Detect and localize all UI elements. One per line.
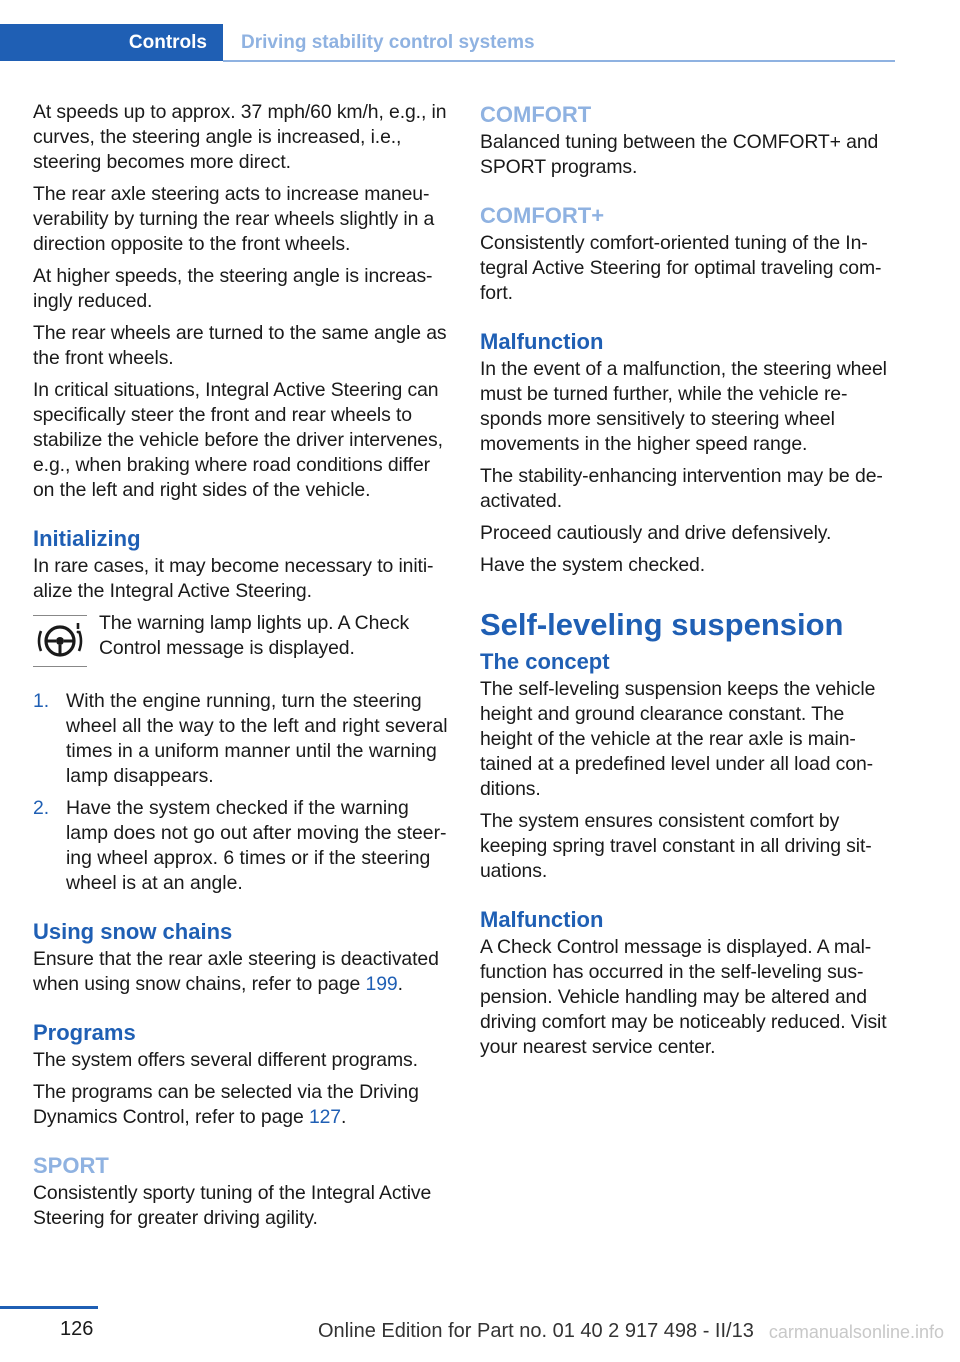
section-title: Driving stability control systems	[241, 32, 535, 53]
step-text: With the engine running, turn the steering wheel all the way to the left and right several times in a uniform manner until the warning lamp disappears.	[66, 690, 448, 787]
warning-lamp-note	[33, 611, 453, 675]
footer-divider	[0, 1306, 98, 1309]
paragraph: Consistently comfort-oriented tuning of the In‐tegral Active Steering for optimal traveling com‐fort.	[480, 232, 882, 304]
left-column	[33, 100, 453, 1238]
paragraph: Balanced tuning between the COMFORT+ and SPORT programs.	[480, 131, 879, 178]
paragraph: In rare cases, it may become necessary to initi‐alize the Integral Active Steering.	[33, 555, 434, 602]
paragraph: Proceed cautiously and drive defensively.	[480, 522, 832, 544]
comfort-heading: COMFORT	[480, 102, 592, 127]
suspension-malfunction-heading: Malfunction	[480, 907, 604, 932]
edition-text: Online Edition for Part no. 01 40 2 917 498 - II/13	[318, 1320, 754, 1342]
chapter-tab[interactable]	[0, 24, 223, 61]
steps-list	[33, 689, 453, 896]
comfort-plus-heading: COMFORT+	[480, 203, 605, 228]
paragraph	[33, 1080, 453, 1130]
paragraph: The rear wheels are turned to the same angle as the front wheels.	[33, 322, 447, 369]
concept-heading: The concept	[480, 649, 610, 674]
sport-heading: SPORT	[33, 1153, 109, 1178]
paragraph: The rear axle steering acts to increase maneu‐verability by turning the rear wheels slightly in a direction opposite to the front wheels.	[33, 183, 435, 255]
steering-warning-icon	[33, 615, 87, 667]
right-column	[480, 100, 898, 1067]
paragraph: Have the system checked.	[480, 554, 706, 576]
paragraph: The self-leveling suspension keeps the vehicle height and ground clearance constant. The height of the vehicle at the rear axle is main‐tained at a predefined level under all load con‐ditions.	[480, 678, 876, 800]
paragraph: At higher speeds, the steering angle is increas‐ingly reduced.	[33, 265, 433, 312]
programs-heading: Programs	[33, 1020, 136, 1045]
paragraph: The system offers several different programs.	[33, 1049, 418, 1071]
paragraph: The system ensures consistent comfort by keeping spring travel constant in all driving sit‐uations.	[480, 810, 872, 882]
malfunction-heading: Malfunction	[480, 329, 604, 354]
lamp-description: The warning lamp lights up. A Check Control message is displayed.	[99, 612, 410, 659]
paragraph	[33, 947, 453, 997]
paragraph: In the event of a malfunction, the steering wheel must be turned further, while the vehicle re‐sponds more sensitively to steering wheel movements in the higher speed range.	[480, 358, 887, 455]
page-link[interactable]: 199	[365, 973, 398, 995]
initializing-heading: Initializing	[33, 526, 141, 551]
paragraph: A Check Control message is displayed. A mal‐function has occurred in the self-leveling sus‐pension. Vehicle handling may be altered and driving comfort may be noticeably reduced. Visit your nearest service center.	[480, 936, 887, 1058]
paragraph: Consistently sporty tuning of the Integral Active Steering for greater driving agility.	[33, 1182, 432, 1229]
step-number: 1.	[33, 690, 50, 712]
paragraph: In critical situations, Integral Active Steering can specifically steer the front and rear wheels to stabilize the vehicle before the driver intervenes, e.g., when braking where road conditions differ on the left and right sides of the vehicle.	[33, 379, 443, 501]
paragraph: At speeds up to approx. 37 mph/60 km/h, e.g., in curves, the steering angle is increased, i.e., steering becomes more direct.	[33, 101, 447, 173]
snow-chains-text: Ensure that the rear axle steering is deactivated when using snow chains, refer to page	[33, 948, 439, 995]
paragraph: The stability-enhancing intervention may be de‐activated.	[480, 465, 883, 512]
list-item	[33, 689, 453, 789]
step-number: 2.	[33, 797, 50, 819]
header-divider	[223, 60, 895, 62]
watermark: carmanualsonline.info	[768, 1322, 944, 1342]
period: .	[397, 973, 403, 995]
programs-text: The programs can be selected via the Driving Dynamics Control, refer to page	[33, 1081, 419, 1128]
snow-chains-heading: Using snow chains	[33, 919, 233, 944]
list-item	[33, 796, 453, 896]
page-header	[0, 24, 895, 62]
suspension-title: Self-leveling suspension	[480, 607, 844, 642]
page-link[interactable]: 127	[308, 1106, 341, 1128]
page-number: 126	[60, 1318, 94, 1340]
period: .	[341, 1106, 347, 1128]
chapter-tab-label: Controls	[128, 32, 207, 53]
step-text: Have the system checked if the warning lamp does not go out after moving the steer‐ing wheel approx. 6 times or if the steering wheel is at an angle.	[66, 797, 447, 894]
